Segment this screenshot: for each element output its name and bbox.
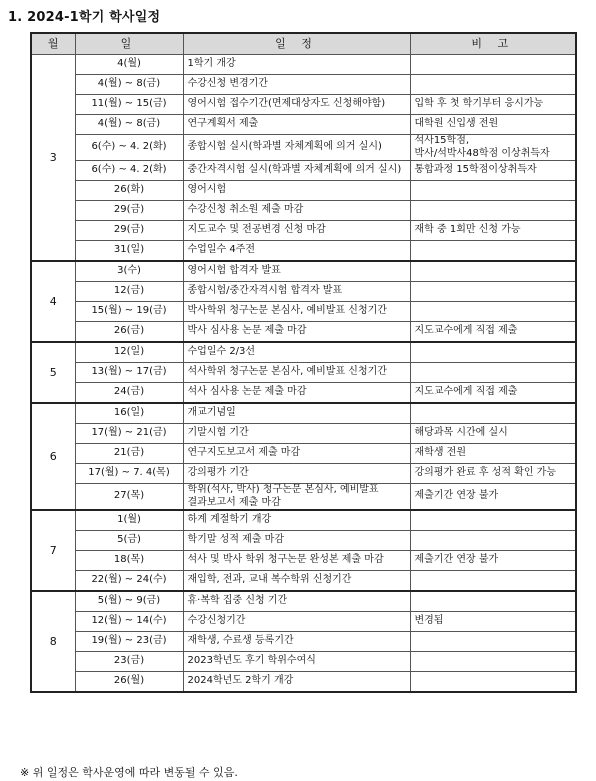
date-cell: 15(월) ~ 19(금) bbox=[75, 302, 183, 322]
note-cell: 제출기간 연장 불가 bbox=[410, 484, 576, 511]
event-cell: 재학생, 수료생 등록기간 bbox=[183, 632, 410, 652]
date-cell: 27(목) bbox=[75, 484, 183, 511]
note-cell bbox=[410, 181, 576, 201]
event-cell: 수강신청 취소원 제출 마감 bbox=[183, 201, 410, 221]
table-row bbox=[31, 95, 576, 115]
month-cell: 5 bbox=[31, 342, 75, 403]
date-cell: 17(월) ~ 7. 4(목) bbox=[75, 464, 183, 484]
date-cell: 22(월) ~ 24(수) bbox=[75, 571, 183, 592]
note-cell: 석사15학점, 박사/석박사48학점 이상취득자 bbox=[410, 135, 576, 161]
event-cell: 연구지도보고서 제출 마감 bbox=[183, 444, 410, 464]
note-cell: 재학생 전원 bbox=[410, 444, 576, 464]
note-cell bbox=[410, 672, 576, 693]
month-cell: 6 bbox=[31, 403, 75, 510]
month-cell: 7 bbox=[31, 510, 75, 591]
note-cell bbox=[410, 363, 576, 383]
table-row bbox=[31, 551, 576, 571]
note-cell: 재학 중 1회만 신청 가능 bbox=[410, 221, 576, 241]
date-cell: 26(금) bbox=[75, 322, 183, 343]
table-row bbox=[31, 161, 576, 181]
date-cell: 29(금) bbox=[75, 221, 183, 241]
header-event: 일 정 bbox=[183, 33, 410, 55]
table-row bbox=[31, 444, 576, 464]
table-row bbox=[31, 591, 576, 612]
table-row bbox=[31, 181, 576, 201]
date-cell: 11(월) ~ 15(금) bbox=[75, 95, 183, 115]
table-row bbox=[31, 221, 576, 241]
note-cell bbox=[410, 282, 576, 302]
table-row bbox=[31, 632, 576, 652]
event-cell: 종합시험 실시(학과별 자체계획에 의거 실시) bbox=[183, 135, 410, 161]
table-row bbox=[31, 672, 576, 693]
date-cell: 4(월) ~ 8(금) bbox=[75, 115, 183, 135]
date-cell: 12(금) bbox=[75, 282, 183, 302]
event-cell: 영어시험 bbox=[183, 181, 410, 201]
table-row bbox=[31, 652, 576, 672]
table-row bbox=[31, 571, 576, 592]
date-cell: 4(월) ~ 8(금) bbox=[75, 75, 183, 95]
academic-schedule-table bbox=[30, 32, 577, 693]
event-cell: 석사 및 박사 학위 청구논문 완성본 제출 마감 bbox=[183, 551, 410, 571]
event-cell: 석사 심사용 논문 제출 마감 bbox=[183, 383, 410, 404]
note-cell bbox=[410, 403, 576, 424]
date-cell: 17(월) ~ 21(금) bbox=[75, 424, 183, 444]
table-row bbox=[31, 241, 576, 262]
table-row bbox=[31, 55, 576, 75]
note-cell bbox=[410, 591, 576, 612]
note-cell bbox=[410, 342, 576, 363]
note-cell: 통합과정 15학점이상취득자 bbox=[410, 161, 576, 181]
table-row bbox=[31, 464, 576, 484]
note-cell: 대학원 신입생 전원 bbox=[410, 115, 576, 135]
date-cell: 19(월) ~ 23(금) bbox=[75, 632, 183, 652]
date-cell: 1(월) bbox=[75, 510, 183, 531]
note-cell bbox=[410, 241, 576, 262]
date-cell: 12(일) bbox=[75, 342, 183, 363]
date-cell: 4(월) bbox=[75, 55, 183, 75]
event-cell: 2024학년도 2학기 개강 bbox=[183, 672, 410, 693]
date-cell: 16(일) bbox=[75, 403, 183, 424]
table-row bbox=[31, 531, 576, 551]
note-cell bbox=[410, 201, 576, 221]
event-cell: 2023학년도 후기 학위수여식 bbox=[183, 652, 410, 672]
table-row bbox=[31, 201, 576, 221]
date-cell: 5(금) bbox=[75, 531, 183, 551]
event-cell: 개교기념일 bbox=[183, 403, 410, 424]
event-cell: 중간자격시험 실시(학과별 자체계획에 의거 실시) bbox=[183, 161, 410, 181]
table-row bbox=[31, 612, 576, 632]
table-row bbox=[31, 363, 576, 383]
event-cell: 수강신청 변경기간 bbox=[183, 75, 410, 95]
event-cell: 수업일수 2/3선 bbox=[183, 342, 410, 363]
table-row bbox=[31, 510, 576, 531]
note-cell bbox=[410, 531, 576, 551]
table-row bbox=[31, 75, 576, 95]
date-cell: 5(월) ~ 9(금) bbox=[75, 591, 183, 612]
date-cell: 3(수) bbox=[75, 261, 183, 282]
month-cell: 4 bbox=[31, 261, 75, 342]
note-cell: 강의평가 완료 후 성적 확인 가능 bbox=[410, 464, 576, 484]
month-cell: 8 bbox=[31, 591, 75, 692]
header-date: 일 bbox=[75, 33, 183, 55]
event-cell: 하계 계절학기 개강 bbox=[183, 510, 410, 531]
table-row bbox=[31, 282, 576, 302]
date-cell: 12(월) ~ 14(수) bbox=[75, 612, 183, 632]
event-cell: 박사 심사용 논문 제출 마감 bbox=[183, 322, 410, 343]
note-cell bbox=[410, 571, 576, 592]
schedule-body bbox=[31, 55, 576, 693]
event-cell: 수강신청기간 bbox=[183, 612, 410, 632]
event-cell: 학위(석사, 박사) 청구논문 본심사, 예비발표 결과보고서 제출 마감 bbox=[183, 484, 410, 511]
event-cell: 학기말 성적 제출 마감 bbox=[183, 531, 410, 551]
date-cell: 23(금) bbox=[75, 652, 183, 672]
event-cell: 석사학위 청구논문 본심사, 예비발표 신청기간 bbox=[183, 363, 410, 383]
note-cell bbox=[410, 75, 576, 95]
date-cell: 29(금) bbox=[75, 201, 183, 221]
table-row bbox=[31, 342, 576, 363]
event-cell: 지도교수 및 전공변경 신청 마감 bbox=[183, 221, 410, 241]
date-cell: 13(월) ~ 17(금) bbox=[75, 363, 183, 383]
table-header-row bbox=[31, 33, 576, 55]
note-cell: 입학 후 첫 학기부터 응시가능 bbox=[410, 95, 576, 115]
table-row bbox=[31, 383, 576, 404]
header-month: 월 bbox=[31, 33, 75, 55]
event-cell: 1학기 개강 bbox=[183, 55, 410, 75]
footnote: ※ 위 일정은 학사운영에 따라 변동될 수 있음. bbox=[20, 766, 238, 779]
header-note: 비 고 bbox=[410, 33, 576, 55]
date-cell: 24(금) bbox=[75, 383, 183, 404]
date-cell: 18(목) bbox=[75, 551, 183, 571]
date-cell: 6(수) ~ 4. 2(화) bbox=[75, 161, 183, 181]
note-cell bbox=[410, 632, 576, 652]
table-row bbox=[31, 302, 576, 322]
event-cell: 영어시험 합격자 발표 bbox=[183, 261, 410, 282]
event-cell: 수업일수 4주전 bbox=[183, 241, 410, 262]
event-cell: 영어시험 접수기간(면제대상자도 신청해야함) bbox=[183, 95, 410, 115]
date-cell: 26(화) bbox=[75, 181, 183, 201]
event-cell: 박사학위 청구논문 본심사, 예비발표 신청기간 bbox=[183, 302, 410, 322]
event-cell: 휴·복학 집중 신청 기간 bbox=[183, 591, 410, 612]
note-cell bbox=[410, 302, 576, 322]
event-cell: 강의평가 기간 bbox=[183, 464, 410, 484]
table-row bbox=[31, 115, 576, 135]
event-cell: 재입학, 전과, 교내 복수학위 신청기간 bbox=[183, 571, 410, 592]
table-row bbox=[31, 424, 576, 444]
note-cell: 제출기간 연장 불가 bbox=[410, 551, 576, 571]
table-row bbox=[31, 484, 576, 511]
table-row bbox=[31, 322, 576, 343]
note-cell: 지도교수에게 직접 제출 bbox=[410, 322, 576, 343]
date-cell: 31(일) bbox=[75, 241, 183, 262]
date-cell: 6(수) ~ 4. 2(화) bbox=[75, 135, 183, 161]
event-cell: 기말시험 기간 bbox=[183, 424, 410, 444]
note-cell bbox=[410, 55, 576, 75]
date-cell: 26(월) bbox=[75, 672, 183, 693]
note-cell bbox=[410, 510, 576, 531]
page-title: 1. 2024-1학기 학사일정 bbox=[8, 10, 161, 25]
note-cell bbox=[410, 261, 576, 282]
table-row bbox=[31, 261, 576, 282]
event-cell: 연구계획서 제출 bbox=[183, 115, 410, 135]
month-cell: 3 bbox=[31, 55, 75, 262]
table-row bbox=[31, 403, 576, 424]
table-row bbox=[31, 135, 576, 161]
event-cell: 종합시험/중간자격시험 합격자 발표 bbox=[183, 282, 410, 302]
note-cell bbox=[410, 652, 576, 672]
date-cell: 21(금) bbox=[75, 444, 183, 464]
note-cell: 변경됨 bbox=[410, 612, 576, 632]
note-cell: 해당과목 시간에 실시 bbox=[410, 424, 576, 444]
note-cell: 지도교수에게 직접 제출 bbox=[410, 383, 576, 404]
